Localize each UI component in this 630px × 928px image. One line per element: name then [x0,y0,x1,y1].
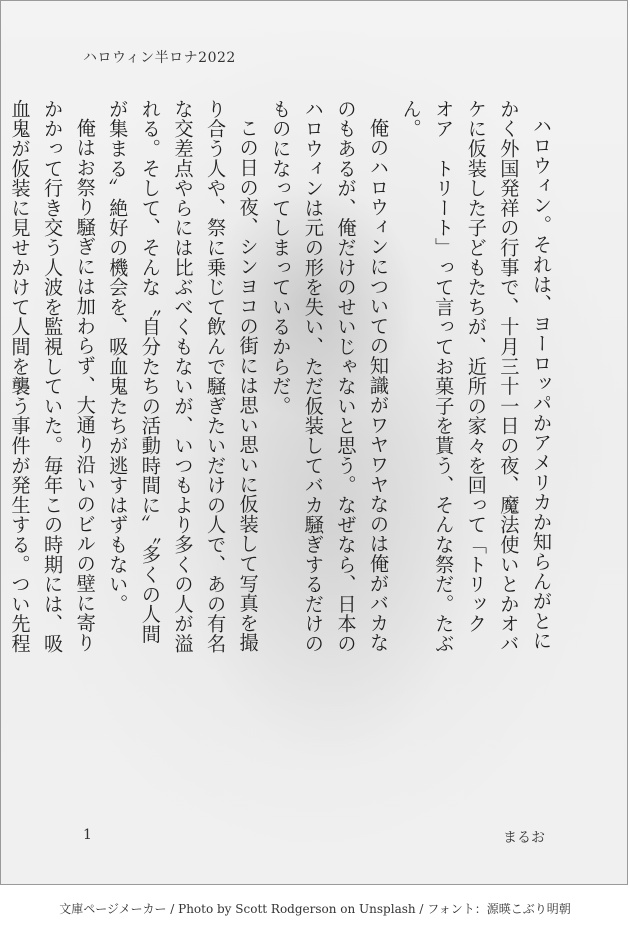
paragraph-2: 俺のハロウィンについての知識がワヤワヤなのは俺がバカなのもあるが、俺だけのせいじゃないと思う。なぜなら、日本のハロウィンは元の形を失い、ただ仮装してバカ騒ぎするだけのものになってしまっているからだ。 [269,99,391,654]
page-header-title: ハロウィン半ロナ2022 [83,50,236,66]
paragraph-1: ハロウィン。それは、ヨーロッパかアメリカか知らんがとにかく外国発祥の行事で、十月三十一日の夜、魔法使いとかオバケに仮装した子どもたちが、近所の家々を回って「トリック オア トリート」って言ってお菓子を貰う、そんな祭だ。たぶん。 [399,99,553,654]
vertical-body-text [8,99,557,659]
paragraph-4: 俺はお祭り騒ぎには加わらず、大通り沿いのビルの壁に寄りかかって行き交う人波を監視していた。毎年この時期には、吸血鬼が仮装に見せかけて人間を襲う事件が発生する。つい先程 [8,99,97,654]
image-credit: 文庫ページメーカー / Photo by Scott Rodgerson on Unsplash / フォント：源暎こぶり明朝 [59,902,571,916]
author-name: まるお [503,830,545,846]
page-number: 1 [83,827,92,843]
paragraph-3: この日の夜、シンヨコの街には思い思いに仮装して写真を撮り合う人や、祭に乗じて飲んで騒ぎたいだけの人で、あの有名な交差点やらには比ぶべくもないが、いつもより多くの人が溢れる。そして、そんな〝自分たちの活動時間に〟〝多くの人間が集まる〟絶好の機会を、吸血鬼たちが逃すはずもない。 [106,99,260,654]
